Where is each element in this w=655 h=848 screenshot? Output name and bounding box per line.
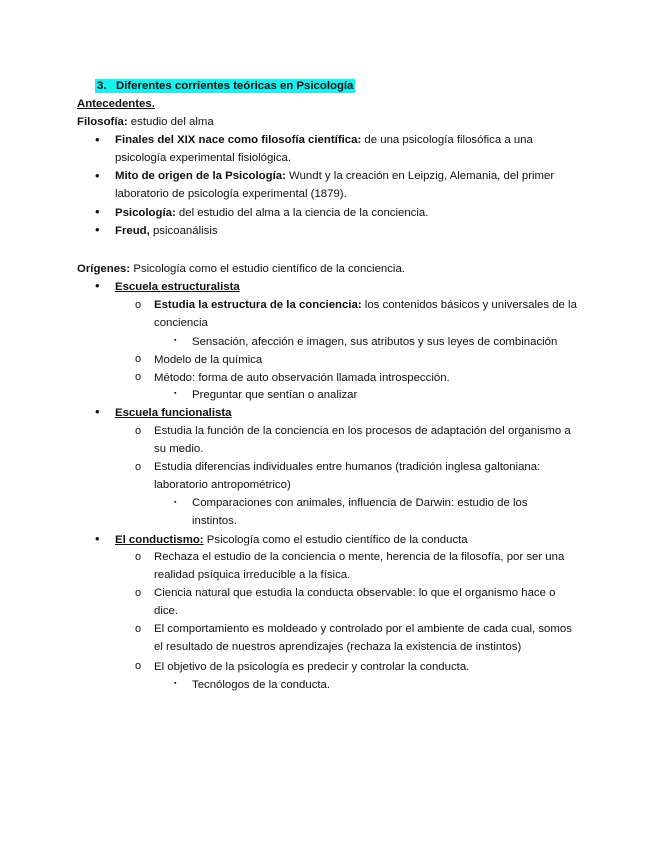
bullet-disc-icon: • [95,132,100,147]
origenes-line: Orígenes: Psicología como el estudio científico de la conciencia. [77,263,405,275]
bullet-disc-icon: • [95,204,100,219]
heading-title: Diferentes corrientes teóricas en Psicología [116,80,354,92]
bullet-circle-icon: o [135,299,142,311]
bullet-square-icon: ▪ [174,390,177,397]
bullet-square-icon: ▪ [174,680,177,687]
bullet-square-icon: ▪ [174,499,177,506]
bullet-disc-icon: • [95,404,100,419]
preguntar-item: Preguntar que sentían o analizar [192,389,358,401]
funcionalista-title: Escuela funcionalista [115,407,232,419]
ciencia-item: Ciencia natural que estudia la conducta observable: lo que el organismo hace o dice. [154,587,556,617]
bullet-disc-icon: • [95,168,100,183]
bullet-circle-icon: o [135,551,142,563]
bullet-circle-icon: o [135,461,142,473]
comparaciones-item: Comparaciones con animales, influencia de Darwin: estudio de los instintos. [192,497,528,527]
bullet-disc-icon: • [95,531,100,546]
estructuralista-title: Escuela estructuralista [115,281,240,293]
antecedentes-label: Antecedentes. [77,98,155,110]
bullet-circle-icon: o [135,587,142,599]
antecedentes-item-2: Mito de origen de la Psicología: Wundt y la creación en Leipzig, Alemania, del primer laboratorio de psicología experimental (1879). [115,170,555,200]
bullet-disc-icon: • [95,278,100,293]
bullet-disc-icon: • [95,222,100,237]
bullet-circle-icon: o [135,371,142,383]
bullet-circle-icon: o [135,425,142,437]
modelo-item: Modelo de la química [154,354,263,366]
antecedentes-item-4: Freud, psicoanálisis [115,225,218,237]
metodo-item: Método: forma de auto observación llamada introspección. [154,372,450,384]
bullet-circle-icon: o [135,623,142,635]
estructura-item: Estudia la estructura de la conciencia: los contenidos básicos y universales de la conciencia [154,299,577,329]
objetivo-item: El objetivo de la psicología es predecir y controlar la conducta. [154,661,470,673]
filosofia-line: Filosofía: estudio del alma [77,116,214,128]
tecnologos-item: Tecnólogos de la conducta. [192,679,331,691]
comportamiento-item: El comportamiento es moldeado y controlado por el ambiente de cada cual, somos el resultado de nuestros aprendizajes (rechaza la existencia de instintos) [154,623,572,653]
bullet-circle-icon: o [135,660,142,672]
bullet-square-icon: ▪ [174,337,177,344]
antecedentes-item-1: Finales del XIX nace como filosofía científica: de una psicología filosófica a una psicología experimental fisiológica. [115,134,533,164]
rechaza-item: Rechaza el estudio de la conciencia o mente, herencia de la filosofía, por ser una realidad psíquica irreducible a la física. [154,551,565,581]
heading-number: 3. [97,80,107,92]
bullet-circle-icon: o [135,353,142,365]
antecedentes-item-3: Psicología: del estudio del alma a la ciencia de la conciencia. [115,207,429,219]
funcion-item: Estudia la función de la conciencia en los procesos de adaptación del organismo a su medio. [154,425,571,455]
section-heading [95,79,355,93]
conductismo-line: El conductismo: Psicología como el estudio científico de la conducta [115,534,468,546]
diferencias-item: Estudia diferencias individuales entre humanos (tradición inglesa galtoniana: laboratorio antropométrico) [154,461,541,491]
sensacion-item: Sensación, afección e imagen, sus atributos y sus leyes de combinación [192,336,558,348]
